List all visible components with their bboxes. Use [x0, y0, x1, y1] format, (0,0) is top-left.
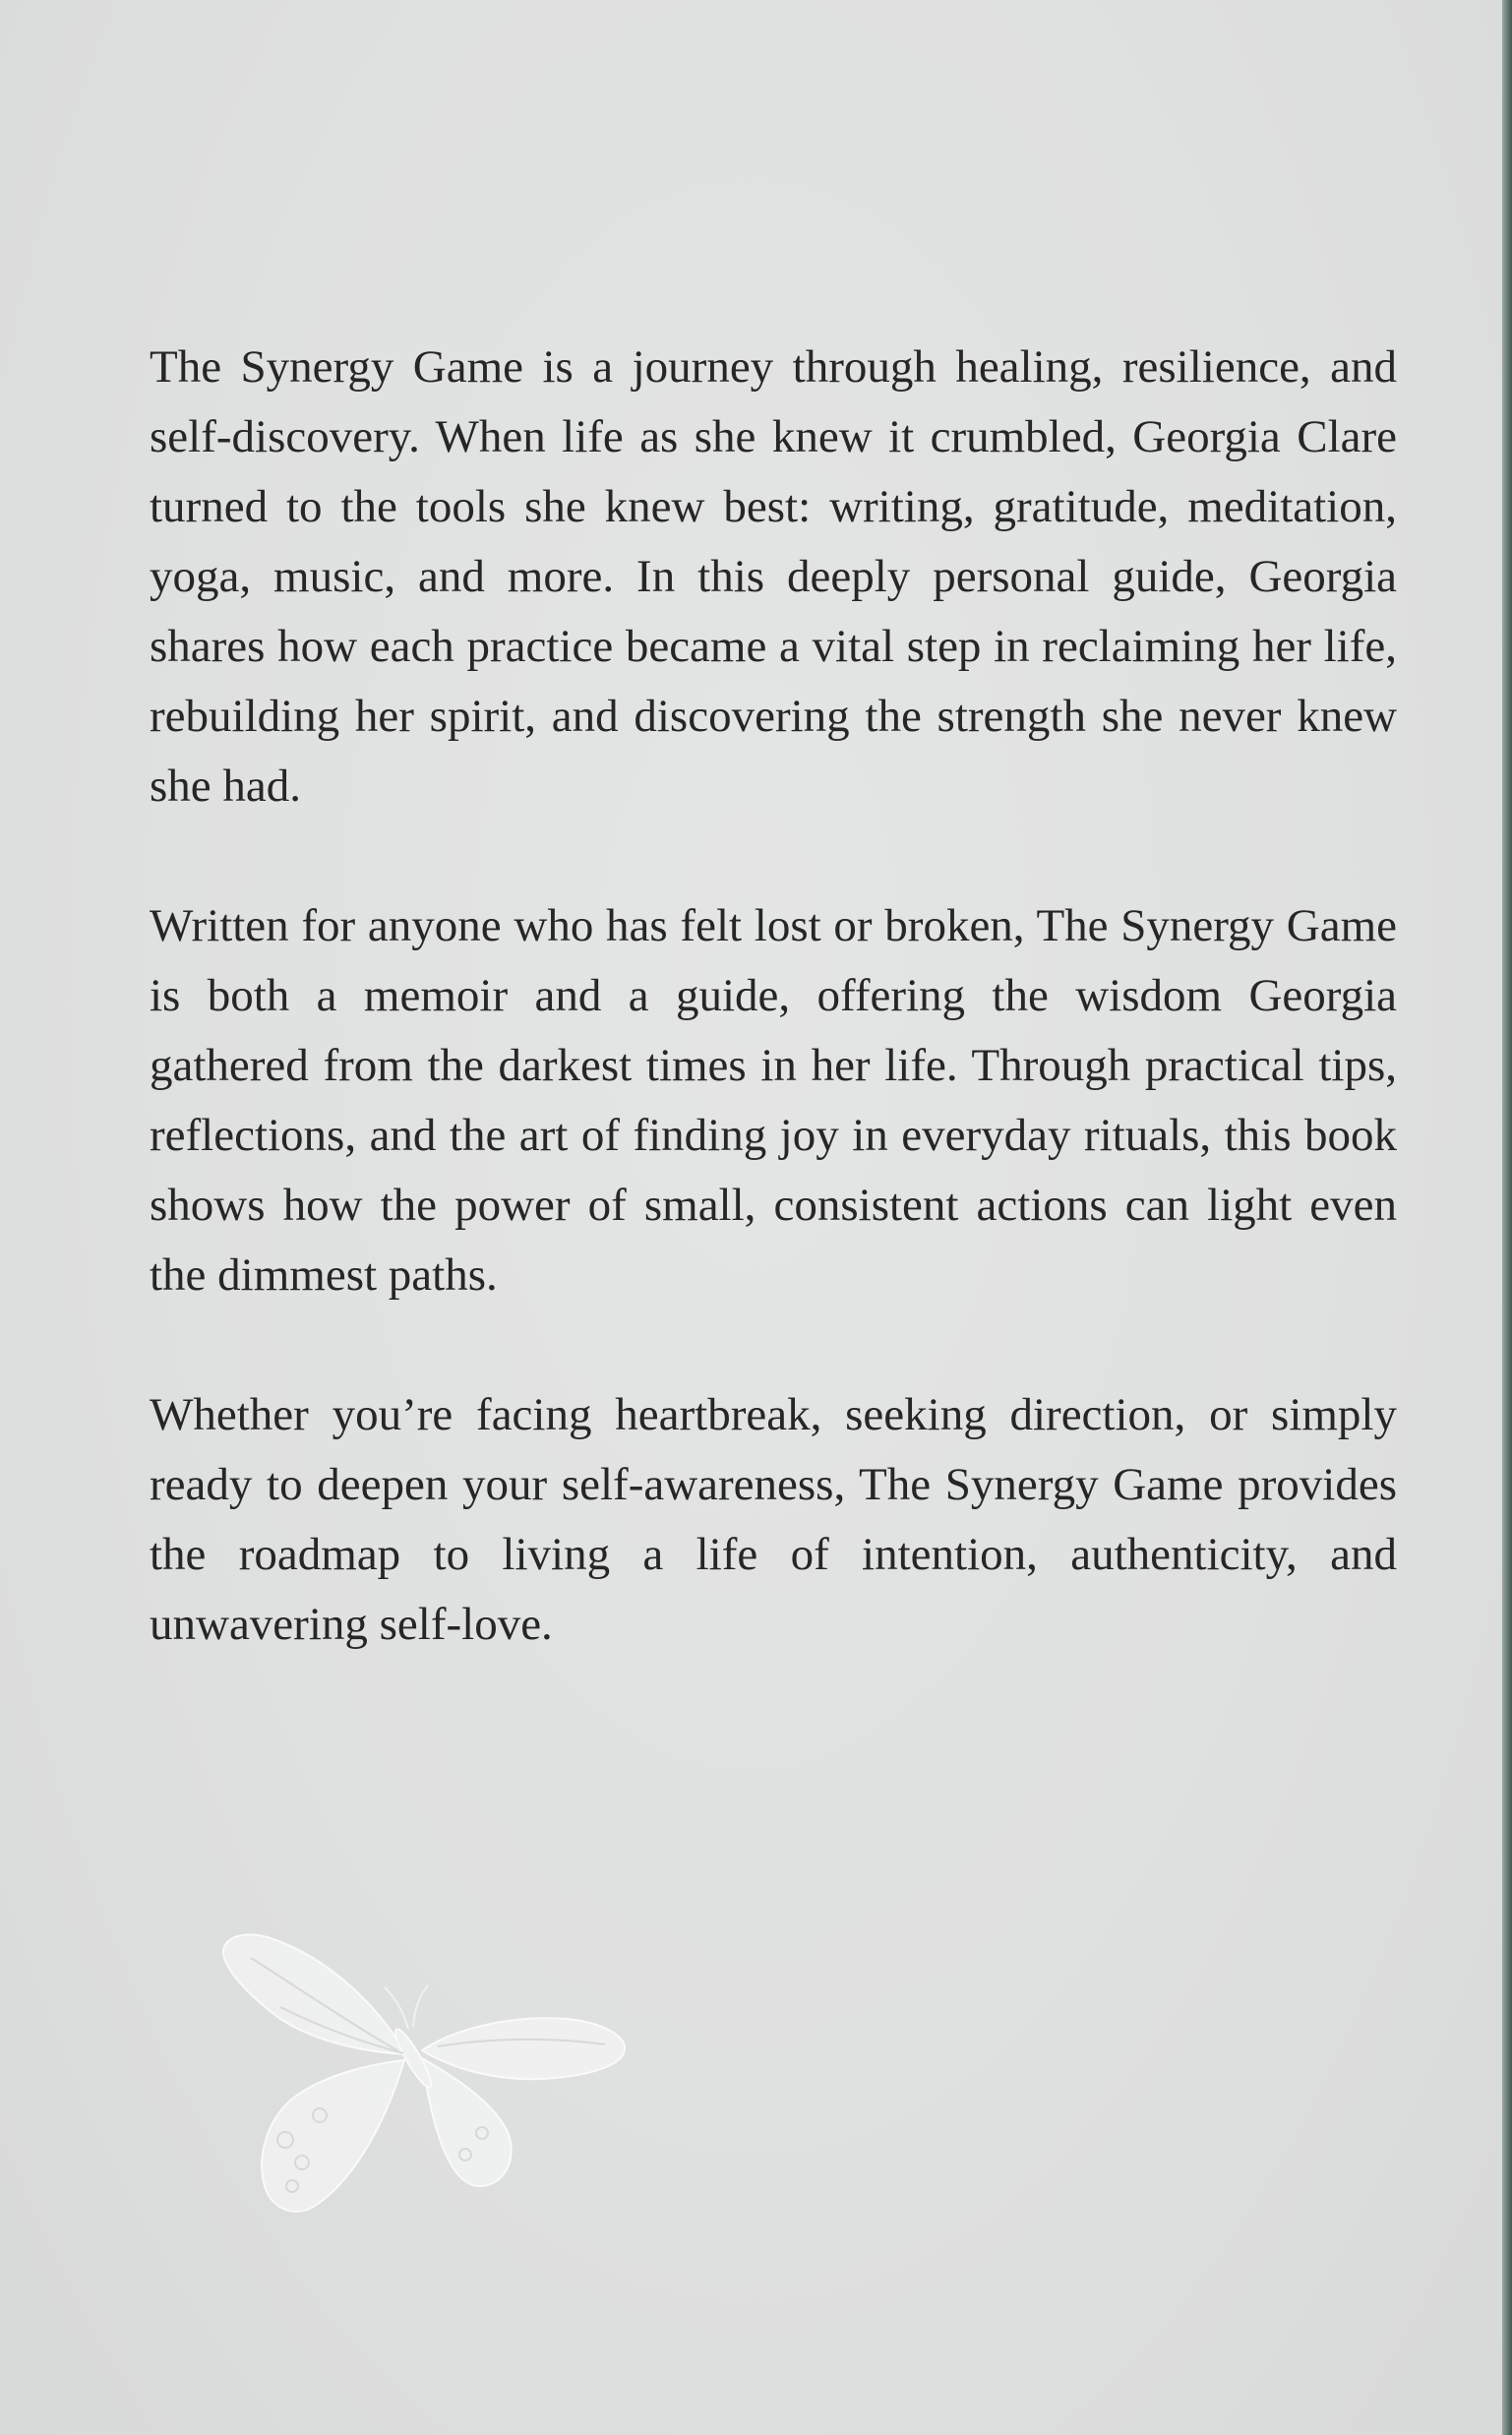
blurb-paragraph-2: Written for anyone who has felt lost or broken, The Synergy Game is both a memoir and a guide, offering the wisdom Georgia gathered from the darkest times in her life. Through practical tips, reflections, and the art of finding joy in everyday rituals, this book shows how the power of small, consistent actions can light even the dimmest paths. — [150, 900, 1397, 1301]
spine-edge — [1502, 0, 1512, 2435]
butterfly-icon — [212, 1928, 635, 2223]
blurb-text — [150, 333, 1397, 1730]
blurb-paragraph-3: Whether you’re facing heartbreak, seeking direction, or simply ready to deepen your self-awareness, The Synergy Game provides the roadmap to living a life of intention, authenticity, and unwavering self-love. — [150, 1389, 1397, 1650]
blurb-paragraph-1: The Synergy Game is a journey through healing, resilience, and self-discovery. When life as she knew it crumbled, Georgia Clare turned to the tools she knew best: writing, gratitude, meditation, yoga, music, and more. In this deeply personal guide, Georgia shares how each practice became a vital step in reclaiming her life, rebuilding her spirit, and discovering the strength she never knew she had. — [150, 341, 1397, 812]
